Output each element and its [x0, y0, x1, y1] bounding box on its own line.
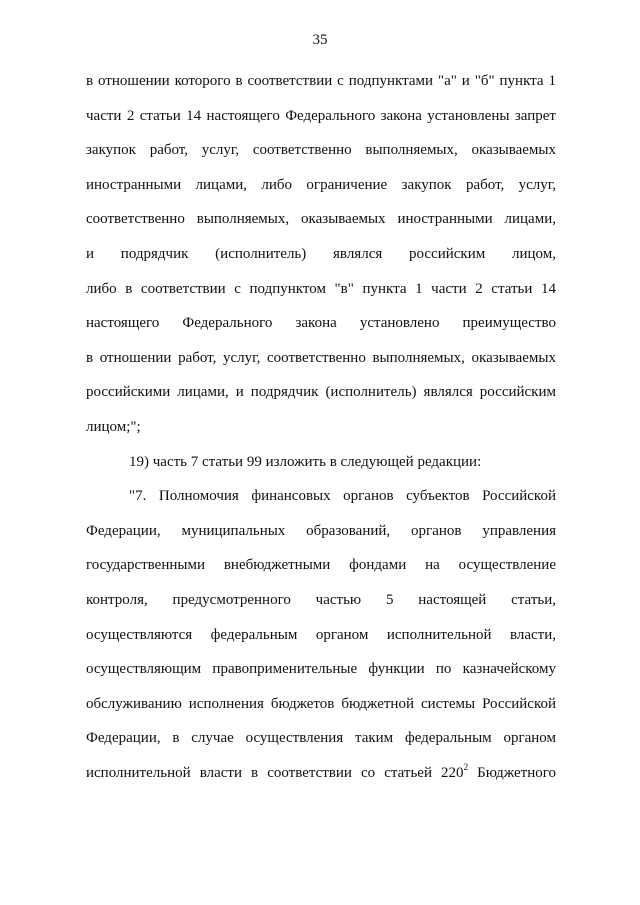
text-line: контроля, предусмотренного частью 5 настоящей статьи, — [86, 591, 556, 608]
text-segment: Бюджетного — [468, 764, 557, 781]
page-number: 35 — [312, 32, 328, 48]
text-line-last — [86, 758, 556, 793]
text-line: соответственно выполняемых, оказываемых иностранными лицами, — [86, 211, 556, 228]
text-line: обслуживанию исполнения бюджетов бюджетной системы Российской — [86, 695, 556, 712]
text-line: в отношении работ, услуг, соответственно выполняемых, оказываемых — [86, 349, 556, 366]
text-line: части 2 статьи 14 настоящего Федерального закона установлены запрет — [86, 107, 556, 124]
text-line: Федерации, в случае осуществления таким федеральным органом — [86, 730, 556, 747]
superscript: 2 — [463, 761, 469, 772]
text-line: "7. Полномочия финансовых органов субъектов Российской — [129, 488, 556, 505]
text-line: закупок работ, услуг, соответственно выполняемых, оказываемых — [86, 142, 556, 159]
text-line: лицом;"; — [86, 418, 141, 435]
paragraph-heading: 19) часть 7 статьи 99 изложить в следующей редакции: — [129, 453, 482, 470]
text-line: и подрядчик (исполнитель) являлся российским лицом, — [86, 245, 556, 262]
text-line: осуществляются федеральным органом исполнительной власти, — [86, 626, 556, 643]
text-line: иностранными лицами, либо ограничение закупок работ, услуг, — [86, 176, 556, 193]
text-line: либо в соответствии с подпунктом "в" пункта 1 части 2 статьи 14 — [86, 280, 556, 297]
document-body — [86, 66, 556, 792]
text-line: российскими лицами, и подрядчик (исполнитель) являлся российским — [86, 384, 556, 401]
text-line: настоящего Федерального закона установлено преимущество — [86, 315, 556, 332]
text-line: Федерации, муниципальных образований, органов управления — [86, 522, 556, 539]
text-line: в отношении которого в соответствии с подпунктами "а" и "б" пункта 1 — [86, 73, 556, 89]
text-line: государственными внебюджетными фондами на осуществление — [86, 557, 556, 574]
text-segment: исполнительной власти в соответствии со статьей 220 — [86, 764, 464, 781]
text-line: осуществляющим правоприменительные функции по казначейскому — [86, 661, 556, 678]
